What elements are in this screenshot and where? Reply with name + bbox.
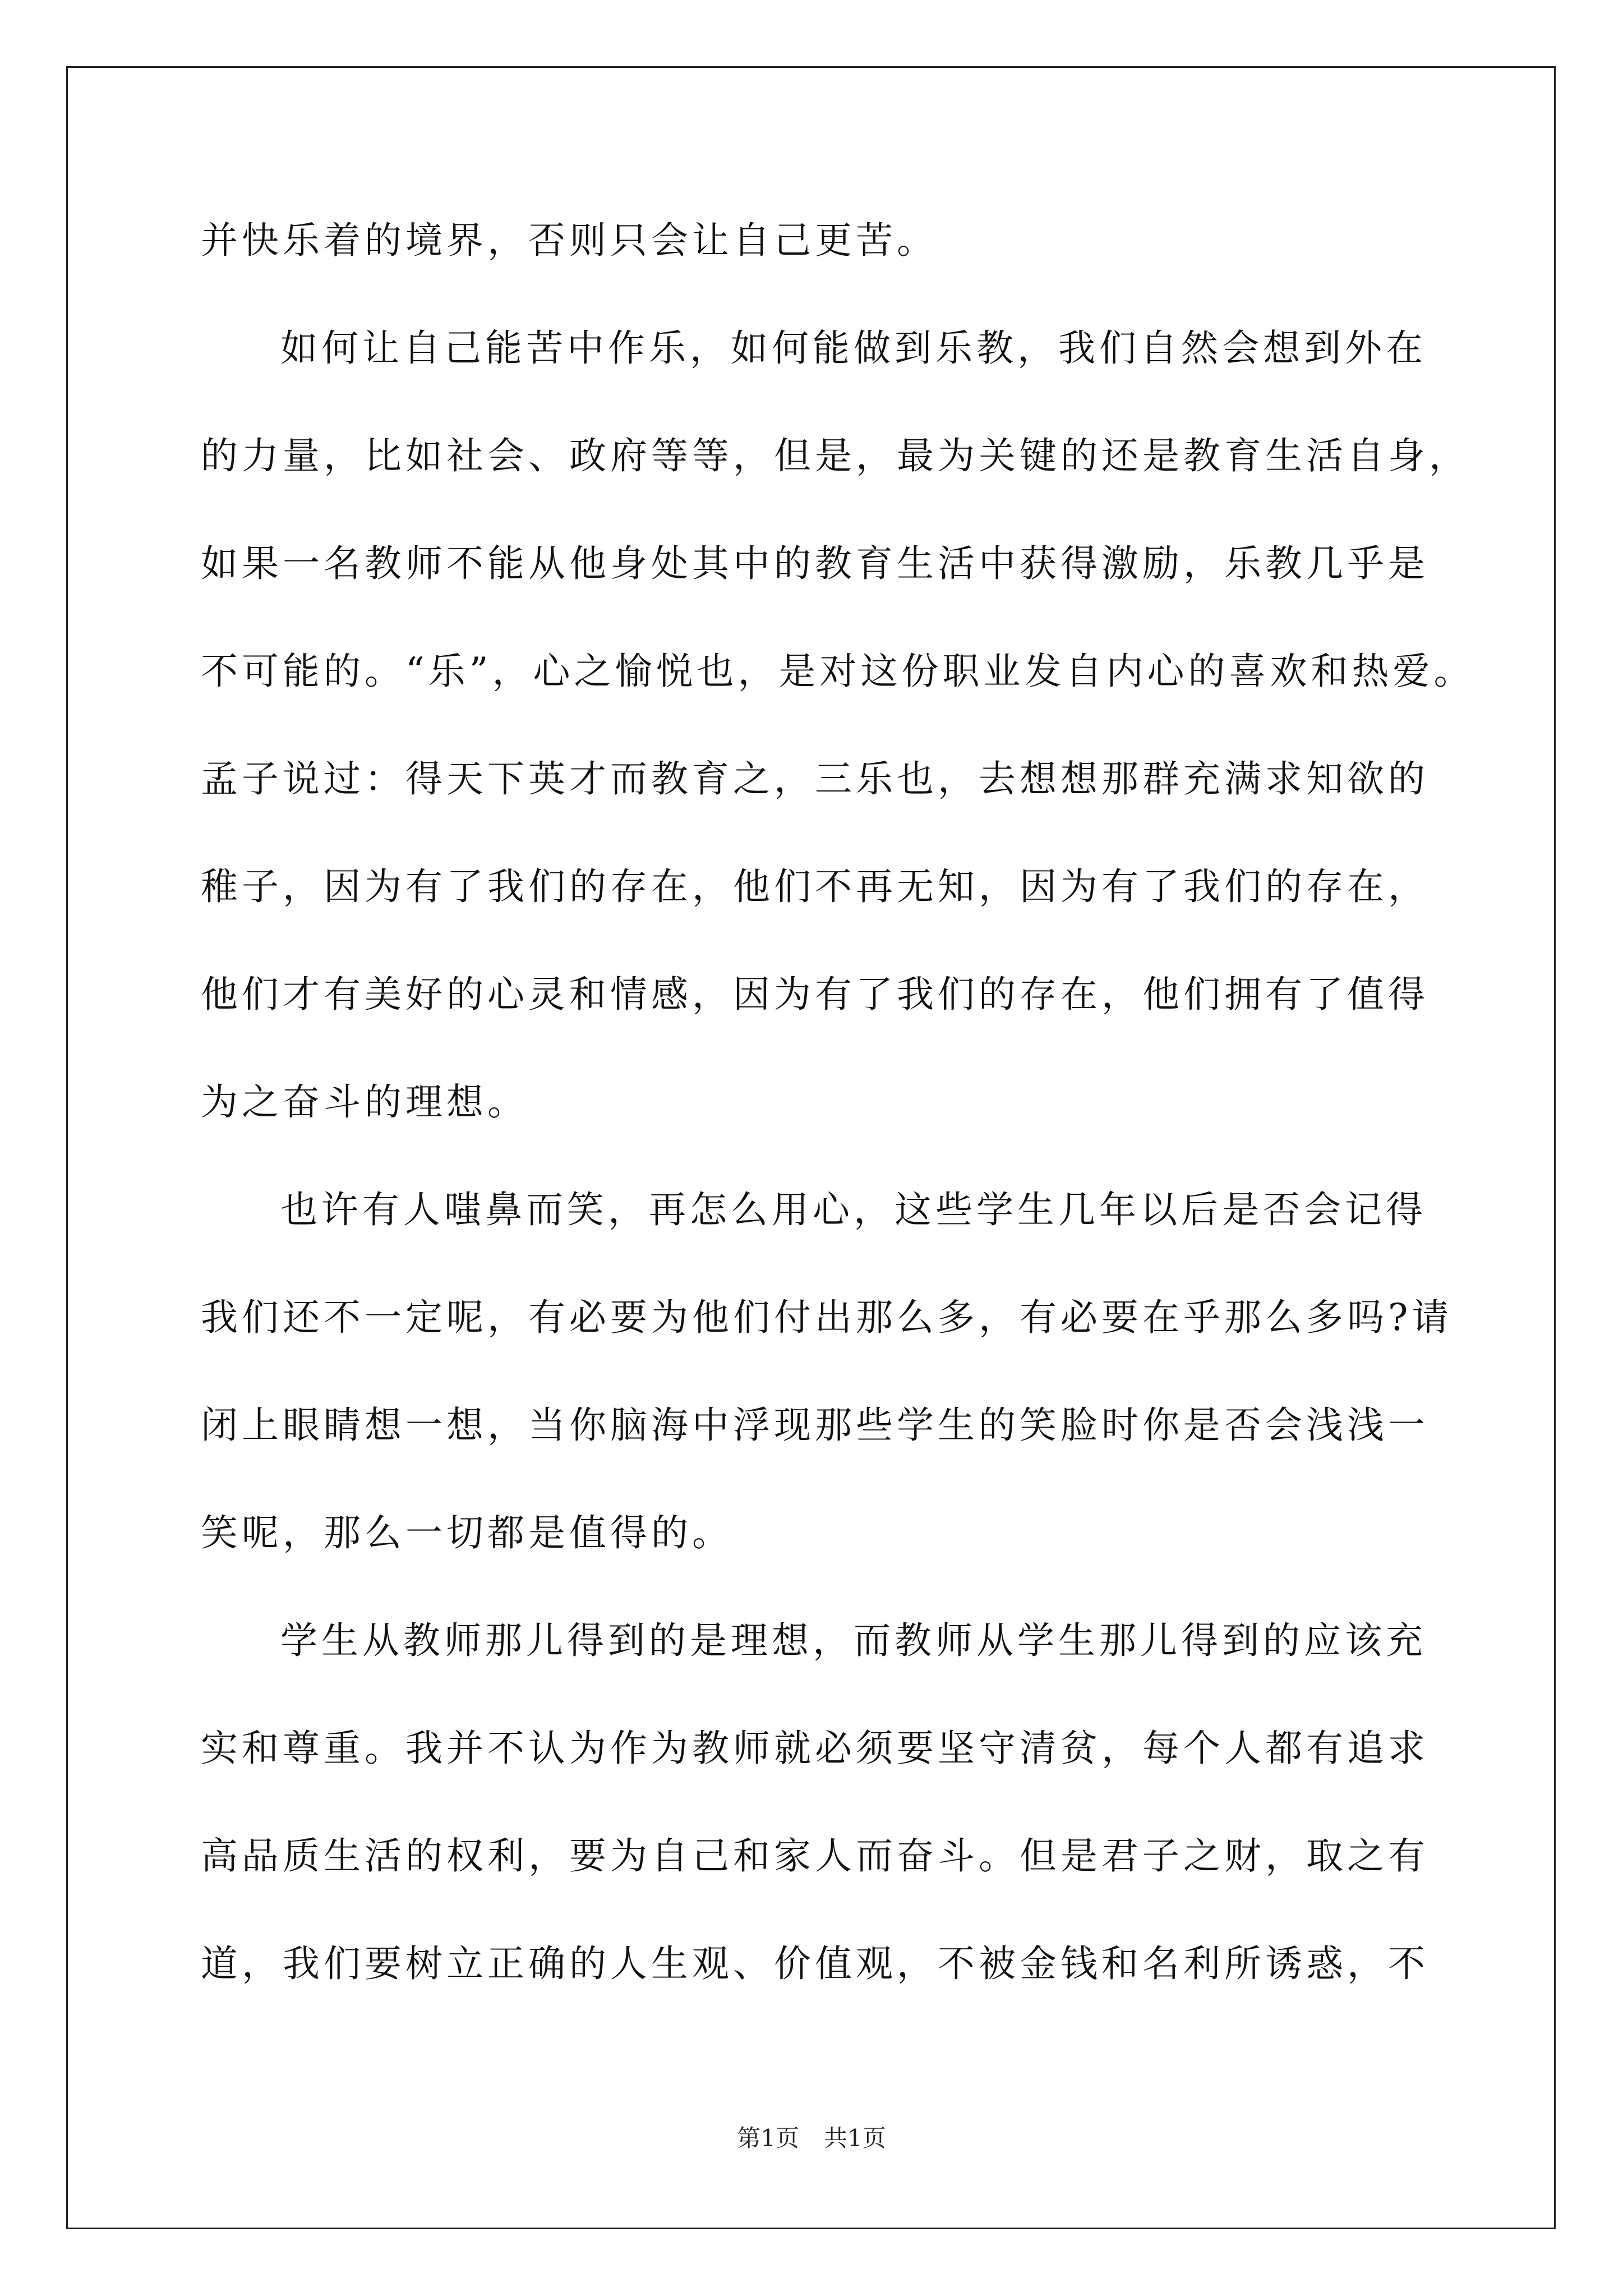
page-total: 共1页 [824, 2124, 886, 2152]
text-line: 稚子，因为有了我们的存在，他们不再无知，因为有了我们的存在， [201, 865, 1429, 908]
text-line: 如果一名教师不能从他身处其中的教育生活中获得激励，乐教几乎是 [201, 542, 1429, 585]
document-body [201, 219, 1475, 2050]
page-footer [0, 2124, 1623, 2153]
text-line: 我们还不一定呢，有必要为他们付出那么多，有必要在乎那么多吗?请 [201, 1296, 1453, 1339]
text-line: 如何让自己能苦中作乐，如何能做到乐教，我们自然会想到外在 [280, 326, 1427, 370]
text-line: 高品质生活的权利，要为自己和家人而奋斗。但是君子之财，取之有 [201, 1834, 1429, 1878]
text-line: 并快乐着的境界，否则只会让自己更苦。 [201, 219, 938, 262]
text-line: 学生从教师那儿得到的是理想，而教师从学生那儿得到的应该充 [280, 1619, 1427, 1662]
text-line: 笑呢，那么一切都是值得的。 [201, 1511, 733, 1554]
text-line: 闭上眼睛想一想，当你脑海中浮现那些学生的笑脸时你是否会浅浅一 [201, 1404, 1429, 1447]
page-number: 第1页 [737, 2124, 799, 2152]
text-line: 道，我们要树立正确的人生观、价值观，不被金钱和名利所诱惑，不 [201, 1942, 1429, 1985]
text-line: 他们才有美好的心灵和情感，因为有了我们的存在，他们拥有了值得 [201, 973, 1429, 1016]
text-line: 不可能的。“乐”，心之愉悦也，是对这份职业发自内心的喜欢和热爱。 [201, 650, 1475, 693]
text-line: 也许有人嗤鼻而笑，再怎么用心，这些学生几年以后是否会记得 [280, 1188, 1427, 1231]
text-line: 孟子说过：得天下英才而教育之，三乐也，去想想那群充满求知欲的 [201, 757, 1429, 800]
text-line: 的力量，比如社会、政府等等，但是，最为关键的还是教育生活自身， [201, 434, 1470, 477]
text-line: 为之奋斗的理想。 [201, 1080, 528, 1124]
text-line: 实和尊重。我并不认为作为教师就必须要坚守清贫，每个人都有追求 [201, 1727, 1429, 1770]
